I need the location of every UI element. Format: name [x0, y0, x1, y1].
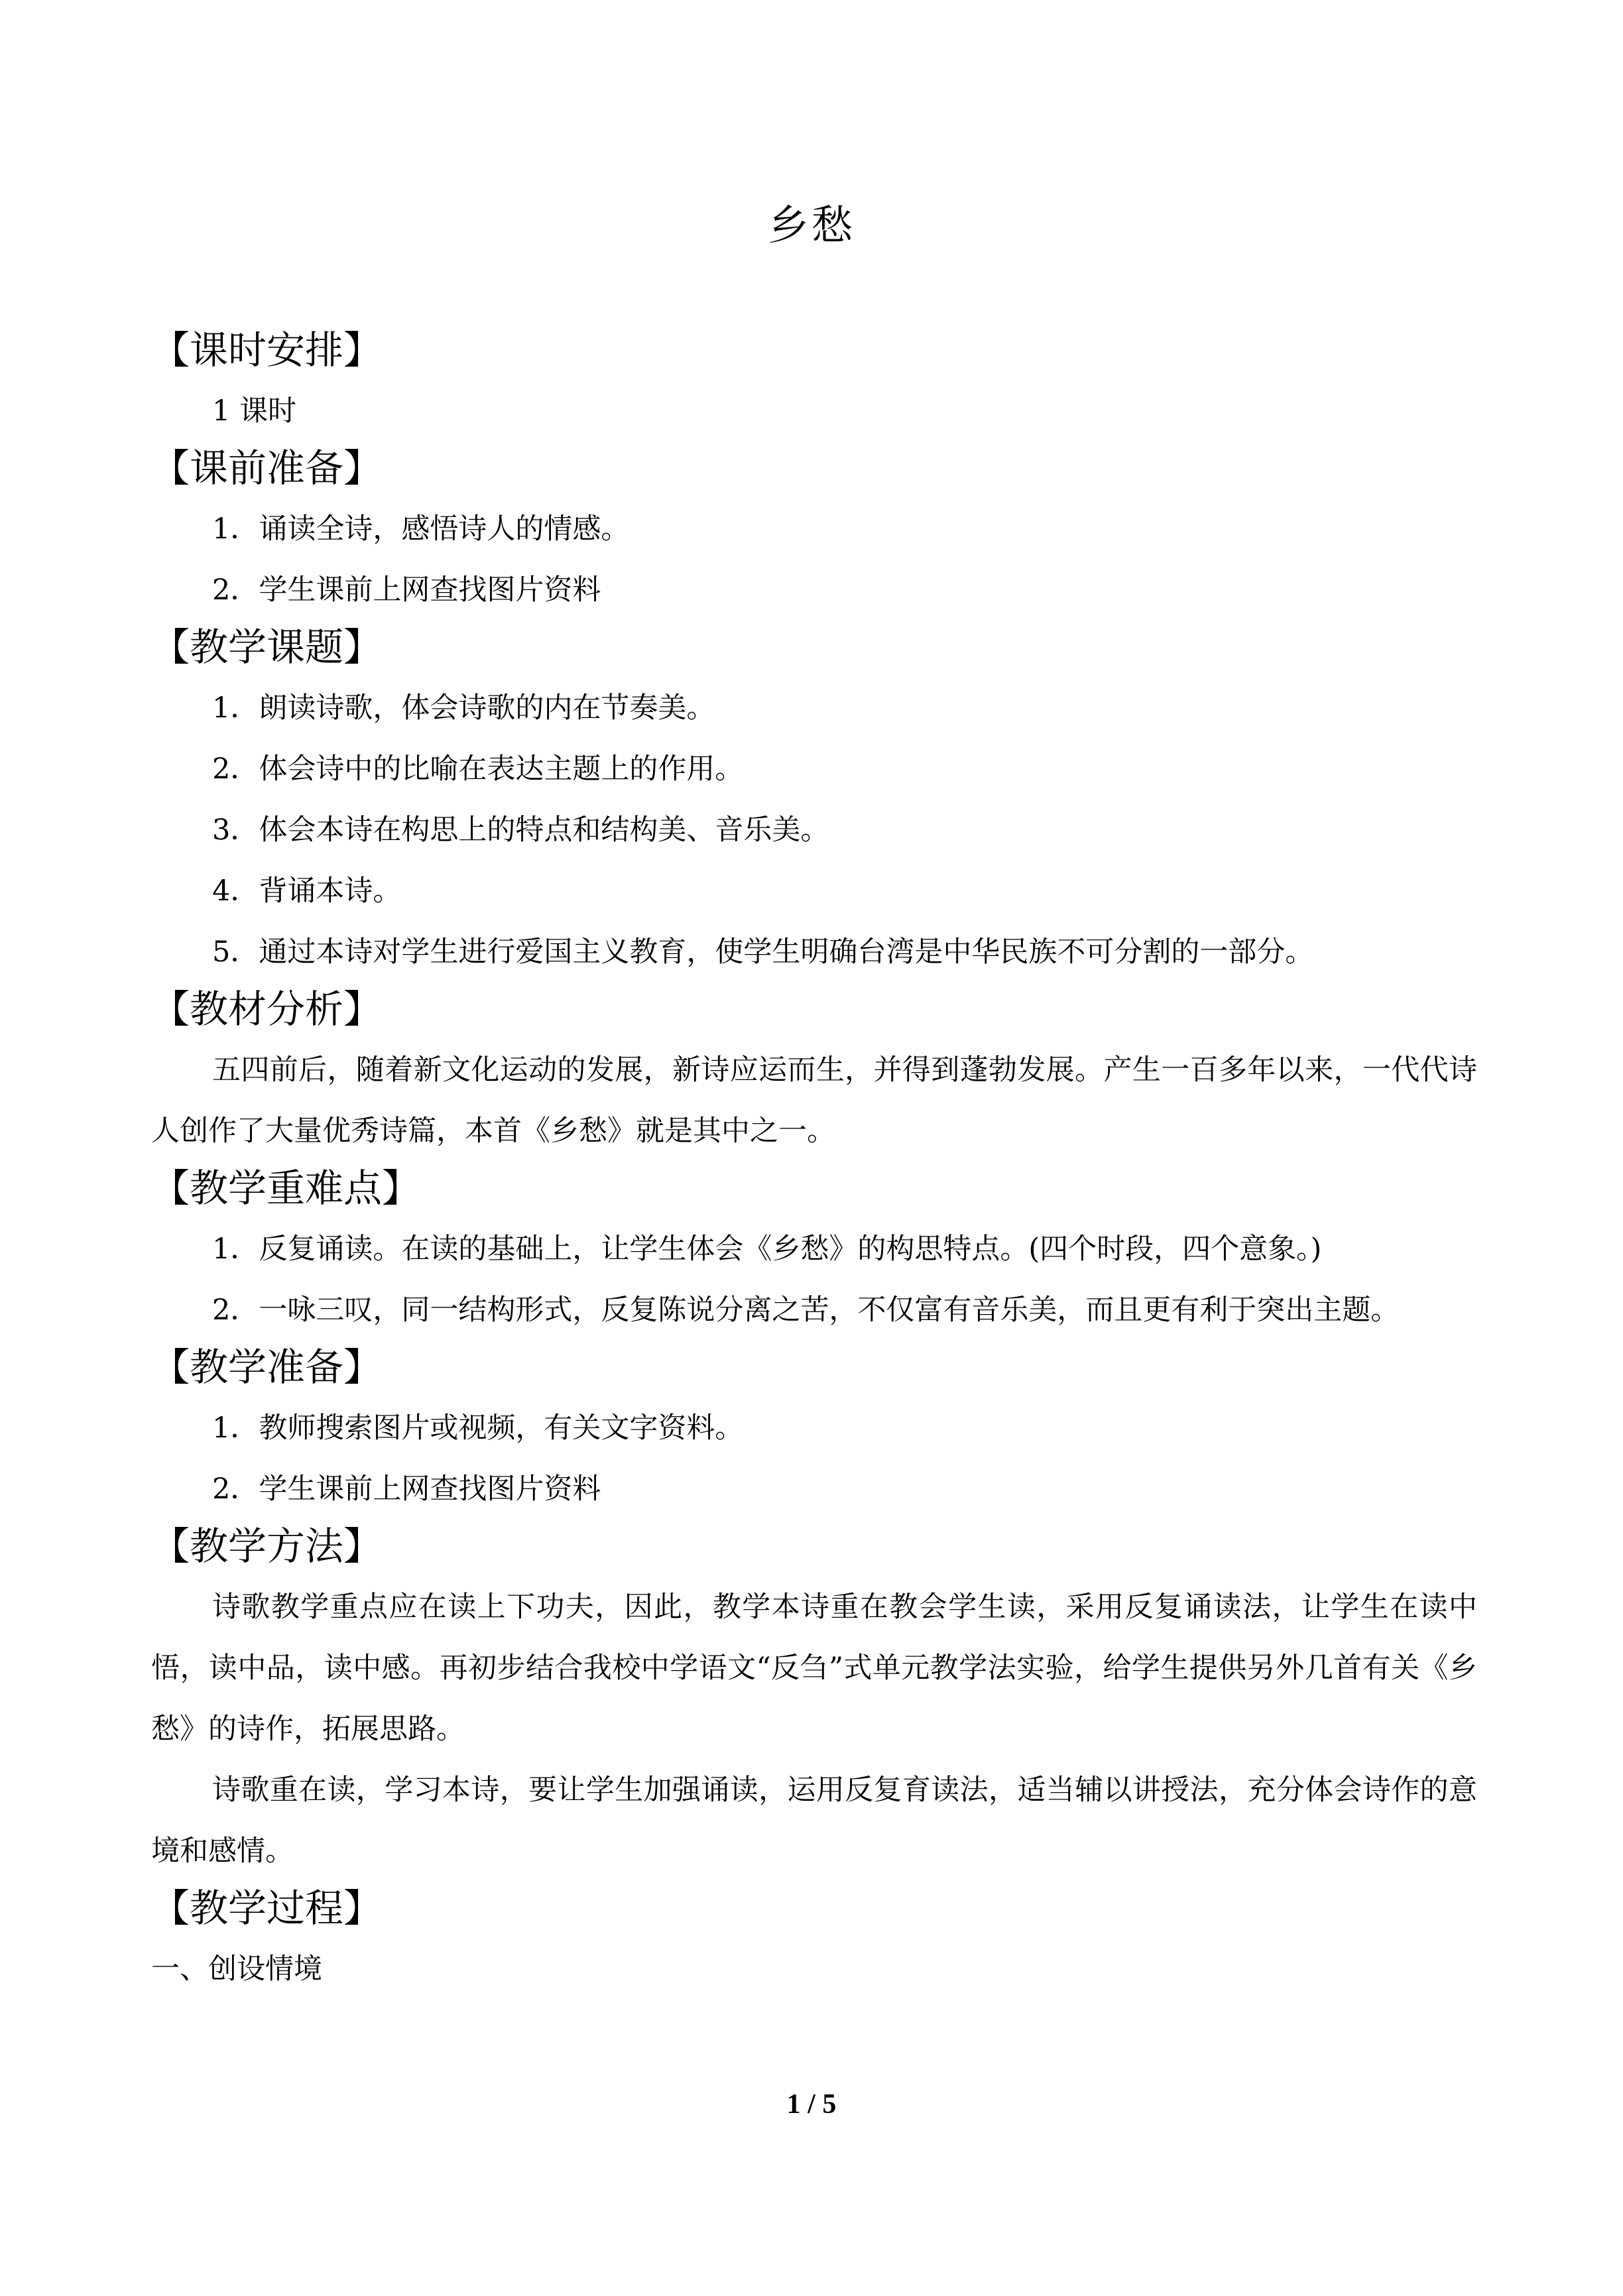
teaching-prep-item: 2．学生课前上网查找图片资料 — [212, 1473, 601, 1506]
topic-item: 3．体会本诗在构思上的特点和结构美、音乐美。 — [212, 814, 829, 847]
schedule-text: 1 课时 — [212, 394, 297, 428]
topic-item: 4．背诵本诗。 — [212, 875, 402, 908]
prep-item: 2．学生课前上网查找图片资料 — [212, 574, 601, 607]
heading-process: 【教学过程】 — [151, 1886, 383, 1931]
page-number: 1 / 5 — [786, 2089, 837, 2120]
topic-item: 1．朗读诗歌，体会诗歌的内在节奏美。 — [212, 692, 715, 725]
topic-item: 2．体会诗中的比喻在表达主题上的作用。 — [212, 753, 744, 786]
heading-analysis: 【教材分析】 — [151, 987, 383, 1032]
methods-paragraph: 诗歌重在读，学习本诗，要让学生加强诵读，运用反复育读法，适当辅以讲授法，充分体会诗作的意境和感情。 — [151, 1774, 1477, 1868]
heading-methods: 【教学方法】 — [151, 1524, 383, 1569]
keypoint-item: 1．反复诵读。在读的基础上，让学生体会《乡愁》的构思特点。(四个时段，四个意象。) — [212, 1233, 1322, 1266]
methods-paragraph: 诗歌教学重点应在读上下功夫，因此，教学本诗重在教会学生读，采用反复诵读法，让学生在读中悟，读中品，读中感。再初步结合我校中学语文“反刍”式单元教学法实验，给学生提供另外几首有关《乡愁》的诗作，拓展思路。 — [151, 1591, 1477, 1746]
prep-item: 1．诵读全诗，感悟诗人的情感。 — [212, 513, 630, 546]
topic-item: 5．通过本诗对学生进行爱国主义教育，使学生明确台湾是中华民族不可分割的一部分。 — [212, 936, 1314, 969]
heading-topics: 【教学课题】 — [151, 625, 383, 670]
heading-keypoints: 【教学重难点】 — [151, 1166, 421, 1211]
analysis-paragraph: 五四前后，随着新文化运动的发展，新诗应运而生，并得到蓬勃发展。产生一百多年以来，一代代诗人创作了大量优秀诗篇，本首《乡愁》就是其中之一。 — [151, 1054, 1477, 1148]
page-title: 乡愁 — [767, 201, 855, 249]
teaching-prep-item: 1．教师搜索图片或视频，有关文字资料。 — [212, 1412, 744, 1445]
document-body — [151, 324, 1477, 2000]
heading-prep: 【课前准备】 — [151, 446, 383, 491]
process-step: 一、创设情境 — [151, 1953, 322, 1986]
heading-schedule: 【课时安排】 — [151, 328, 383, 373]
keypoint-item: 2．一咏三叹，同一结构形式，反复陈说分离之苦，不仅富有音乐美，而且更有利于突出主题。 — [212, 1294, 1400, 1327]
heading-teaching-prep: 【教学准备】 — [151, 1345, 383, 1390]
